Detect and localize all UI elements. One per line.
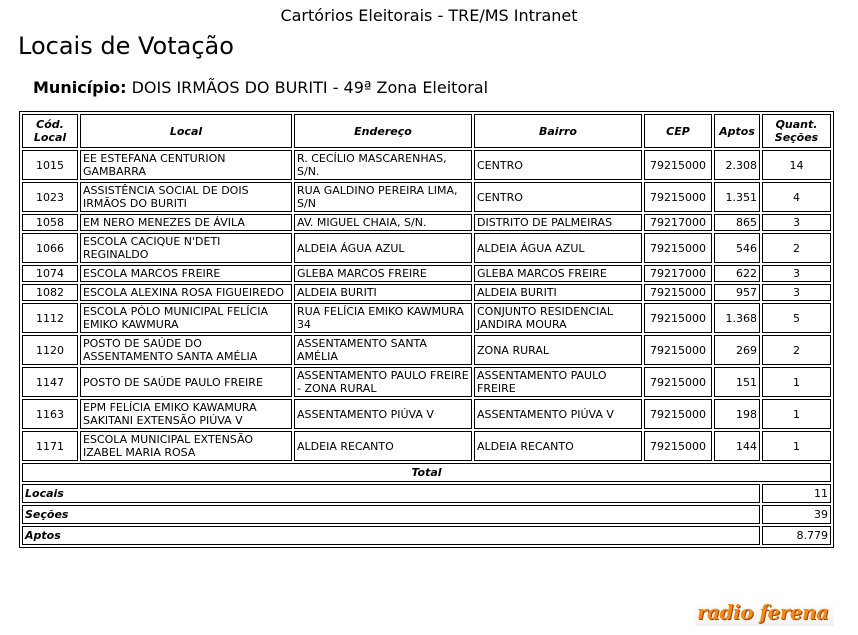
cell-secoes: 5 <box>762 303 831 333</box>
cell-aptos: 151 <box>714 367 760 397</box>
cell-bairro: GLEBA MARCOS FREIRE <box>474 265 642 282</box>
cell-secoes: 1 <box>762 399 831 429</box>
total-row <box>22 463 831 482</box>
table-row <box>22 233 831 263</box>
cell-cod-local: 1023 <box>22 182 78 212</box>
col-header-endereco: Endereço <box>294 114 472 148</box>
cell-local: ESCOLA MARCOS FREIRE <box>80 265 292 282</box>
cell-endereco: AV. MIGUEL CHAIA, S/N. <box>294 214 472 231</box>
site-header-title: Cartórios Eleitorais - TRE/MS Intranet <box>280 6 578 25</box>
cell-cod-local: 1058 <box>22 214 78 231</box>
cell-secoes: 4 <box>762 182 831 212</box>
cell-endereco: RUA FELÍCIA EMIKO KAWMURA 34 <box>294 303 472 333</box>
cell-secoes: 2 <box>762 335 831 365</box>
cell-cep: 79215000 <box>644 182 712 212</box>
cell-local: POSTO DE SAÚDE PAULO FREIRE <box>80 367 292 397</box>
col-header-secoes: Quant. Seções <box>762 114 831 148</box>
cell-cep: 79215000 <box>644 431 712 461</box>
cell-endereco: ASSENTAMENTO PAULO FREIRE - ZONA RURAL <box>294 367 472 397</box>
cell-endereco: R. CECÍLIO MASCARENHAS, S/N. <box>294 150 472 180</box>
cell-bairro: ASSENTAMENTO PIÚVA V <box>474 399 642 429</box>
cell-local: POSTO DE SAÚDE DO ASSENTAMENTO SANTA AMÉLIA <box>80 335 292 365</box>
cell-secoes: 3 <box>762 214 831 231</box>
cell-aptos: 1.368 <box>714 303 760 333</box>
cell-endereco: ALDEIA ÁGUA AZUL <box>294 233 472 263</box>
cell-cep: 79215000 <box>644 233 712 263</box>
cell-local: ESCOLA PÓLO MUNICIPAL FELÍCIA EMIKO KAWMURA <box>80 303 292 333</box>
table-row <box>22 214 831 231</box>
cell-secoes: 3 <box>762 284 831 301</box>
col-header-bairro: Bairro <box>474 114 642 148</box>
table-row <box>22 150 831 180</box>
municipio-label: Município: <box>33 78 127 97</box>
cell-cep: 79217000 <box>644 265 712 282</box>
cell-cep: 79215000 <box>644 284 712 301</box>
cell-endereco: ASSENTAMENTO PIÚVA V <box>294 399 472 429</box>
table-row <box>22 335 831 365</box>
cell-aptos: 144 <box>714 431 760 461</box>
table-header-row <box>22 114 831 148</box>
cell-bairro: ASSENTAMENTO PAULO FREIRE <box>474 367 642 397</box>
cell-endereco: ALDEIA BURITI <box>294 284 472 301</box>
cell-cep: 79215000 <box>644 150 712 180</box>
cell-aptos: 269 <box>714 335 760 365</box>
cell-cod-local: 1171 <box>22 431 78 461</box>
radio-logo <box>695 600 834 626</box>
cell-aptos: 1.351 <box>714 182 760 212</box>
table-row <box>22 182 831 212</box>
summary-row <box>22 505 831 524</box>
cell-cod-local: 1066 <box>22 233 78 263</box>
cell-cod-local: 1163 <box>22 399 78 429</box>
summary-row <box>22 526 831 545</box>
cell-cod-local: 1120 <box>22 335 78 365</box>
cell-aptos: 198 <box>714 399 760 429</box>
cell-cep: 79215000 <box>644 335 712 365</box>
cell-cod-local: 1082 <box>22 284 78 301</box>
cell-cod-local: 1112 <box>22 303 78 333</box>
cell-secoes: 1 <box>762 431 831 461</box>
col-header-local: Local <box>80 114 292 148</box>
cell-aptos: 546 <box>714 233 760 263</box>
cell-endereco: ALDEIA RECANTO <box>294 431 472 461</box>
cell-bairro: ALDEIA ÁGUA AZUL <box>474 233 642 263</box>
table-row <box>22 265 831 282</box>
summary-label: Aptos <box>22 526 760 545</box>
cell-cod-local: 1147 <box>22 367 78 397</box>
summary-value: 39 <box>762 505 831 524</box>
cell-local: EE ESTEFANA CENTURION GAMBARRA <box>80 150 292 180</box>
cell-endereco: GLEBA MARCOS FREIRE <box>294 265 472 282</box>
col-header-cod-local: Cód. Local <box>22 114 78 148</box>
cell-cod-local: 1074 <box>22 265 78 282</box>
summary-label: Locais <box>22 484 760 503</box>
cell-bairro: CENTRO <box>474 182 642 212</box>
cell-local: ESCOLA ALEXINA ROSA FIGUEIREDO <box>80 284 292 301</box>
cell-bairro: ALDEIA RECANTO <box>474 431 642 461</box>
cell-local: ESCOLA CACIQUE N'DETI REGINALDO <box>80 233 292 263</box>
cell-aptos: 622 <box>714 265 760 282</box>
summary-label: Seções <box>22 505 760 524</box>
table-row <box>22 284 831 301</box>
cell-bairro: DISTRITO DE PALMEIRAS <box>474 214 642 231</box>
cell-cep: 79215000 <box>644 399 712 429</box>
cell-bairro: ALDEIA BURITI <box>474 284 642 301</box>
cell-local: ESCOLA MUNICIPAL EXTENSÃO IZABEL MARIA ROSA <box>80 431 292 461</box>
table-row <box>22 431 831 461</box>
cell-aptos: 2.308 <box>714 150 760 180</box>
cell-endereco: ASSENTAMENTO SANTA AMÉLIA <box>294 335 472 365</box>
table-row <box>22 399 831 429</box>
cell-cep: 79215000 <box>644 303 712 333</box>
table-row <box>22 367 831 397</box>
cell-local: EM NERO MENEZES DE ÁVILA <box>80 214 292 231</box>
cell-secoes: 2 <box>762 233 831 263</box>
page-title: Locais de Votação <box>18 32 234 60</box>
municipio-heading <box>33 78 488 97</box>
total-label: Total <box>22 463 831 482</box>
cell-secoes: 14 <box>762 150 831 180</box>
cell-aptos: 865 <box>714 214 760 231</box>
cell-cod-local: 1015 <box>22 150 78 180</box>
cell-cep: 79215000 <box>644 367 712 397</box>
cell-secoes: 1 <box>762 367 831 397</box>
cell-aptos: 957 <box>714 284 760 301</box>
voting-locations-table <box>19 111 834 548</box>
cell-secoes: 3 <box>762 265 831 282</box>
summary-value: 8.779 <box>762 526 831 545</box>
summary-row <box>22 484 831 503</box>
cell-endereco: RUA GALDINO PEREIRA LIMA, S/N <box>294 182 472 212</box>
municipio-value: DOIS IRMÃOS DO BURITI - 49ª Zona Eleitoral <box>131 78 489 97</box>
cell-bairro: CONJUNTO RESIDENCIAL JANDIRA MOURA <box>474 303 642 333</box>
cell-local: EPM FELÍCIA EMIKO KAWAMURA SAKITANI EXTENSÃO PIÚVA V <box>80 399 292 429</box>
cell-cep: 79217000 <box>644 214 712 231</box>
col-header-aptos: Aptos <box>714 114 760 148</box>
col-header-cep: CEP <box>644 114 712 148</box>
summary-value: 11 <box>762 484 831 503</box>
cell-bairro: ZONA RURAL <box>474 335 642 365</box>
table-row <box>22 303 831 333</box>
cell-bairro: CENTRO <box>474 150 642 180</box>
cell-local: ASSISTÊNCIA SOCIAL DE DOIS IRMÃOS DO BURITI <box>80 182 292 212</box>
radio-logo-text: radio ferena <box>697 600 829 624</box>
